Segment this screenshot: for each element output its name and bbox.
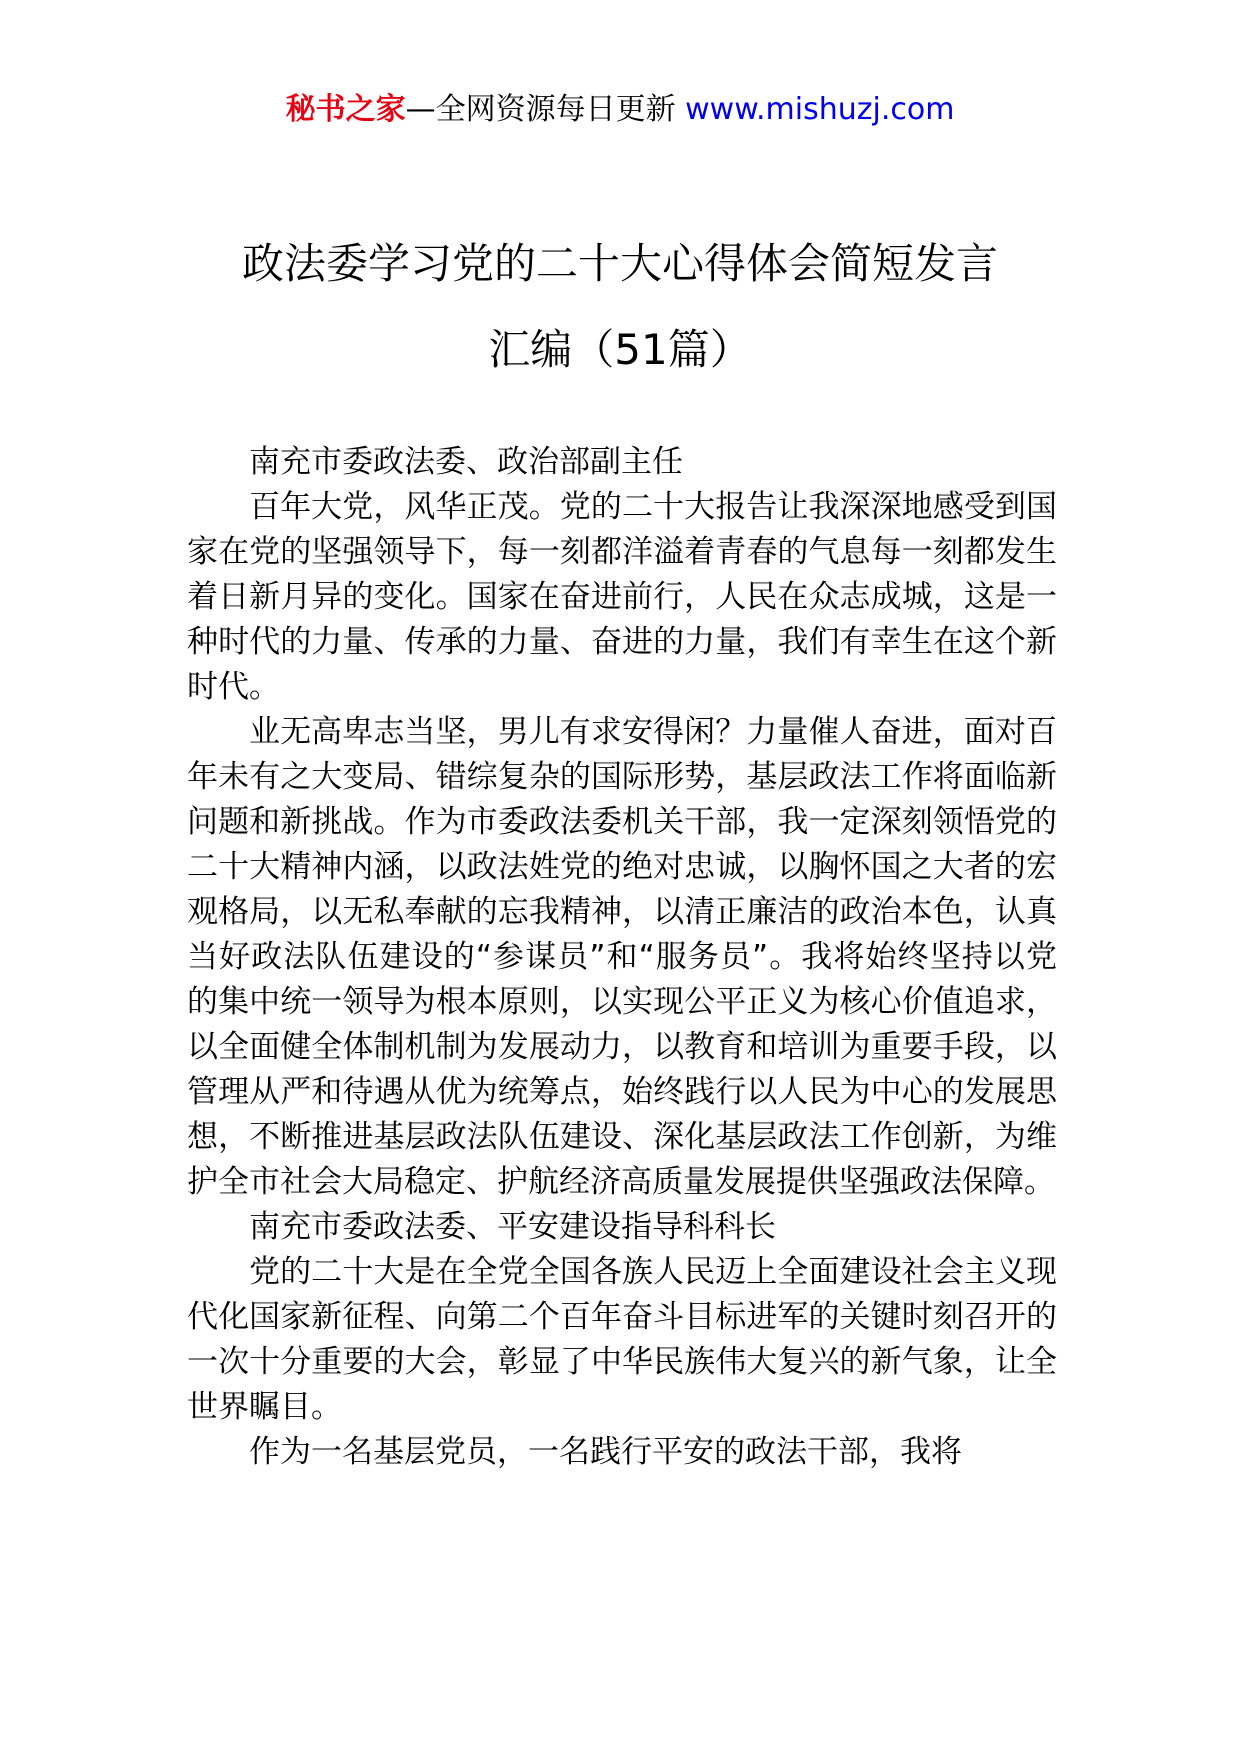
header-tagline: —全网资源每日更新: [405, 92, 686, 127]
document-body: [187, 440, 1057, 1475]
site-header: [0, 90, 1240, 130]
speaker-label: 南充市委政法委、政治部副主任: [249, 444, 683, 480]
brand-name: 秘书之家: [285, 92, 406, 127]
speaker-label: 南充市委政法委、平安建设指导科科长: [249, 1209, 776, 1245]
document-title-line-1: 政法委学习党的二十大心得体会简短发言: [241, 239, 998, 288]
body-paragraph: 作为一名基层党员，一名践行平安的政法干部，我将: [249, 1434, 962, 1470]
body-paragraph: 业无高卑志当坚，男儿有求安得闲？力量催人奋进，面对百年未有之大变局、错综复杂的国际形势，基层政法工作将面临新问题和新挑战。作为市委政法委机关干部，我一定深刻领悟党的二十大精神内涵，以政法姓党的绝对忠诚，以胸怀国之大者的宏观格局，以无私奉献的忘我精神，以清正廉洁的政治本色，认真当好政法队伍建设的“参谋员”和“服务员”。我将始终坚持以党的集中统一领导为根本原则，以实现公平正义为核心价值追求，以全面健全体制机制为发展动力，以教育和培训为重要手段，以管理从严和待遇从优为统筹点，始终践行以人民为中心的发展思想，不断推进基层政法队伍建设、深化基层政法工作创新，为维护全市社会大局稳定、护航经济高质量发展提供坚强政法保障。: [187, 714, 1057, 1200]
body-paragraph: 党的二十大是在全党全国各族人民迈上全面建设社会主义现代化国家新征程、向第二个百年奋斗目标进军的关键时刻召开的一次十分重要的大会，彰显了中华民族伟大复兴的新气象，让全世界瞩目。: [187, 1254, 1057, 1425]
site-link[interactable]: www.mishuzj.com: [685, 92, 955, 127]
document-title-line-2: 汇编（51篇）: [488, 325, 752, 374]
body-paragraph: 百年大党，风华正茂。党的二十大报告让我深深地感受到国家在党的坚强领导下，每一刻都洋溢着青春的气息每一刻都发生着日新月异的变化。国家在奋进前行，人民在众志成城，这是一种时代的力量、传承的力量、奋进的力量，我们有幸生在这个新时代。: [187, 489, 1057, 705]
